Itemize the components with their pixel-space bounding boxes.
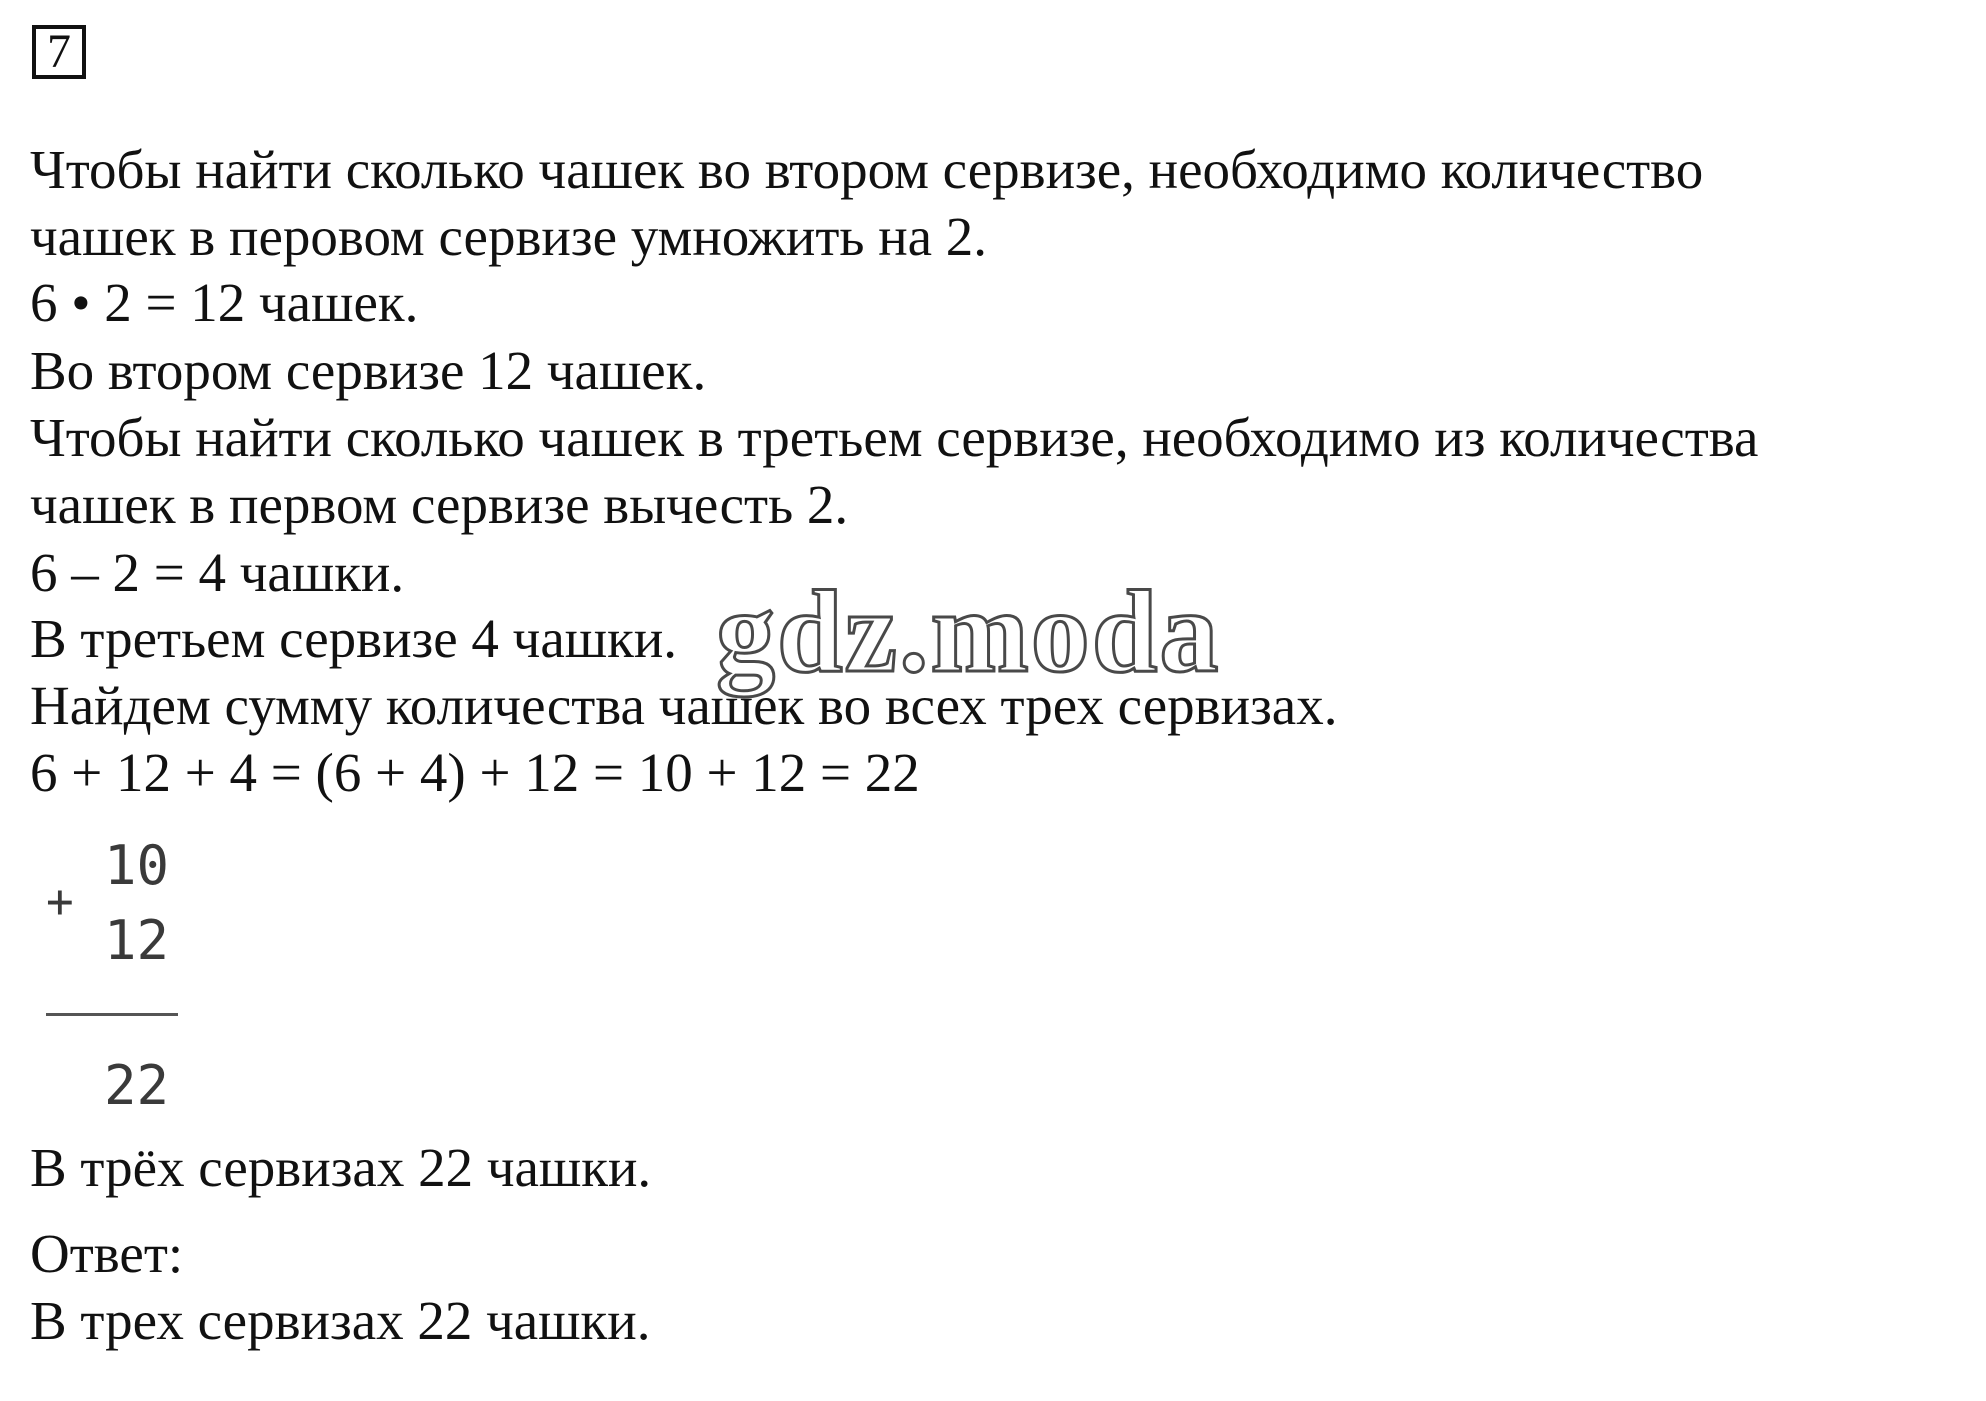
column-addend-top: 10 <box>104 834 170 897</box>
solution-line-4: Во втором сервизе 12 чашек. <box>30 340 707 401</box>
solution-line-3: 6 • 2 = 12 чашек. <box>30 272 419 333</box>
conclusion-line: В трёх сервизах 22 чашки. <box>30 1137 652 1198</box>
answer-label: Ответ: <box>30 1223 184 1284</box>
task-number-box: 7 <box>32 25 86 79</box>
column-result: 22 <box>104 1054 170 1117</box>
column-addition <box>30 836 210 1116</box>
solution-line-7: 6 – 2 = 4 чашки. <box>30 542 405 603</box>
solution-line-2: чашек в перовом сервизе умножить на 2. <box>30 206 988 267</box>
solution-line-10: 6 + 12 + 4 = (6 + 4) + 12 = 10 + 12 = 22 <box>30 742 920 803</box>
solution-line-1: Чтобы найти сколько чашек во втором сервизе, необходимо количество <box>30 139 1704 200</box>
column-plus-sign: + <box>46 874 74 928</box>
solution-line-5: Чтобы найти сколько чашек в третьем сервизе, необходимо из количества <box>30 407 1759 468</box>
solution-line-9: Найдем сумму количества чашек во всех трех сервизах. <box>30 675 1338 736</box>
column-sum-line <box>46 1013 178 1016</box>
column-addend-bottom: 12 <box>104 909 170 972</box>
answer-text: В трех сервизах 22 чашки. <box>30 1290 651 1351</box>
solution-line-6: чашек в первом сервизе вычесть 2. <box>30 474 849 535</box>
watermark-logo: gdz.moda <box>716 566 1221 697</box>
solution-line-8: В третьем сервизе 4 чашки. <box>30 608 678 669</box>
